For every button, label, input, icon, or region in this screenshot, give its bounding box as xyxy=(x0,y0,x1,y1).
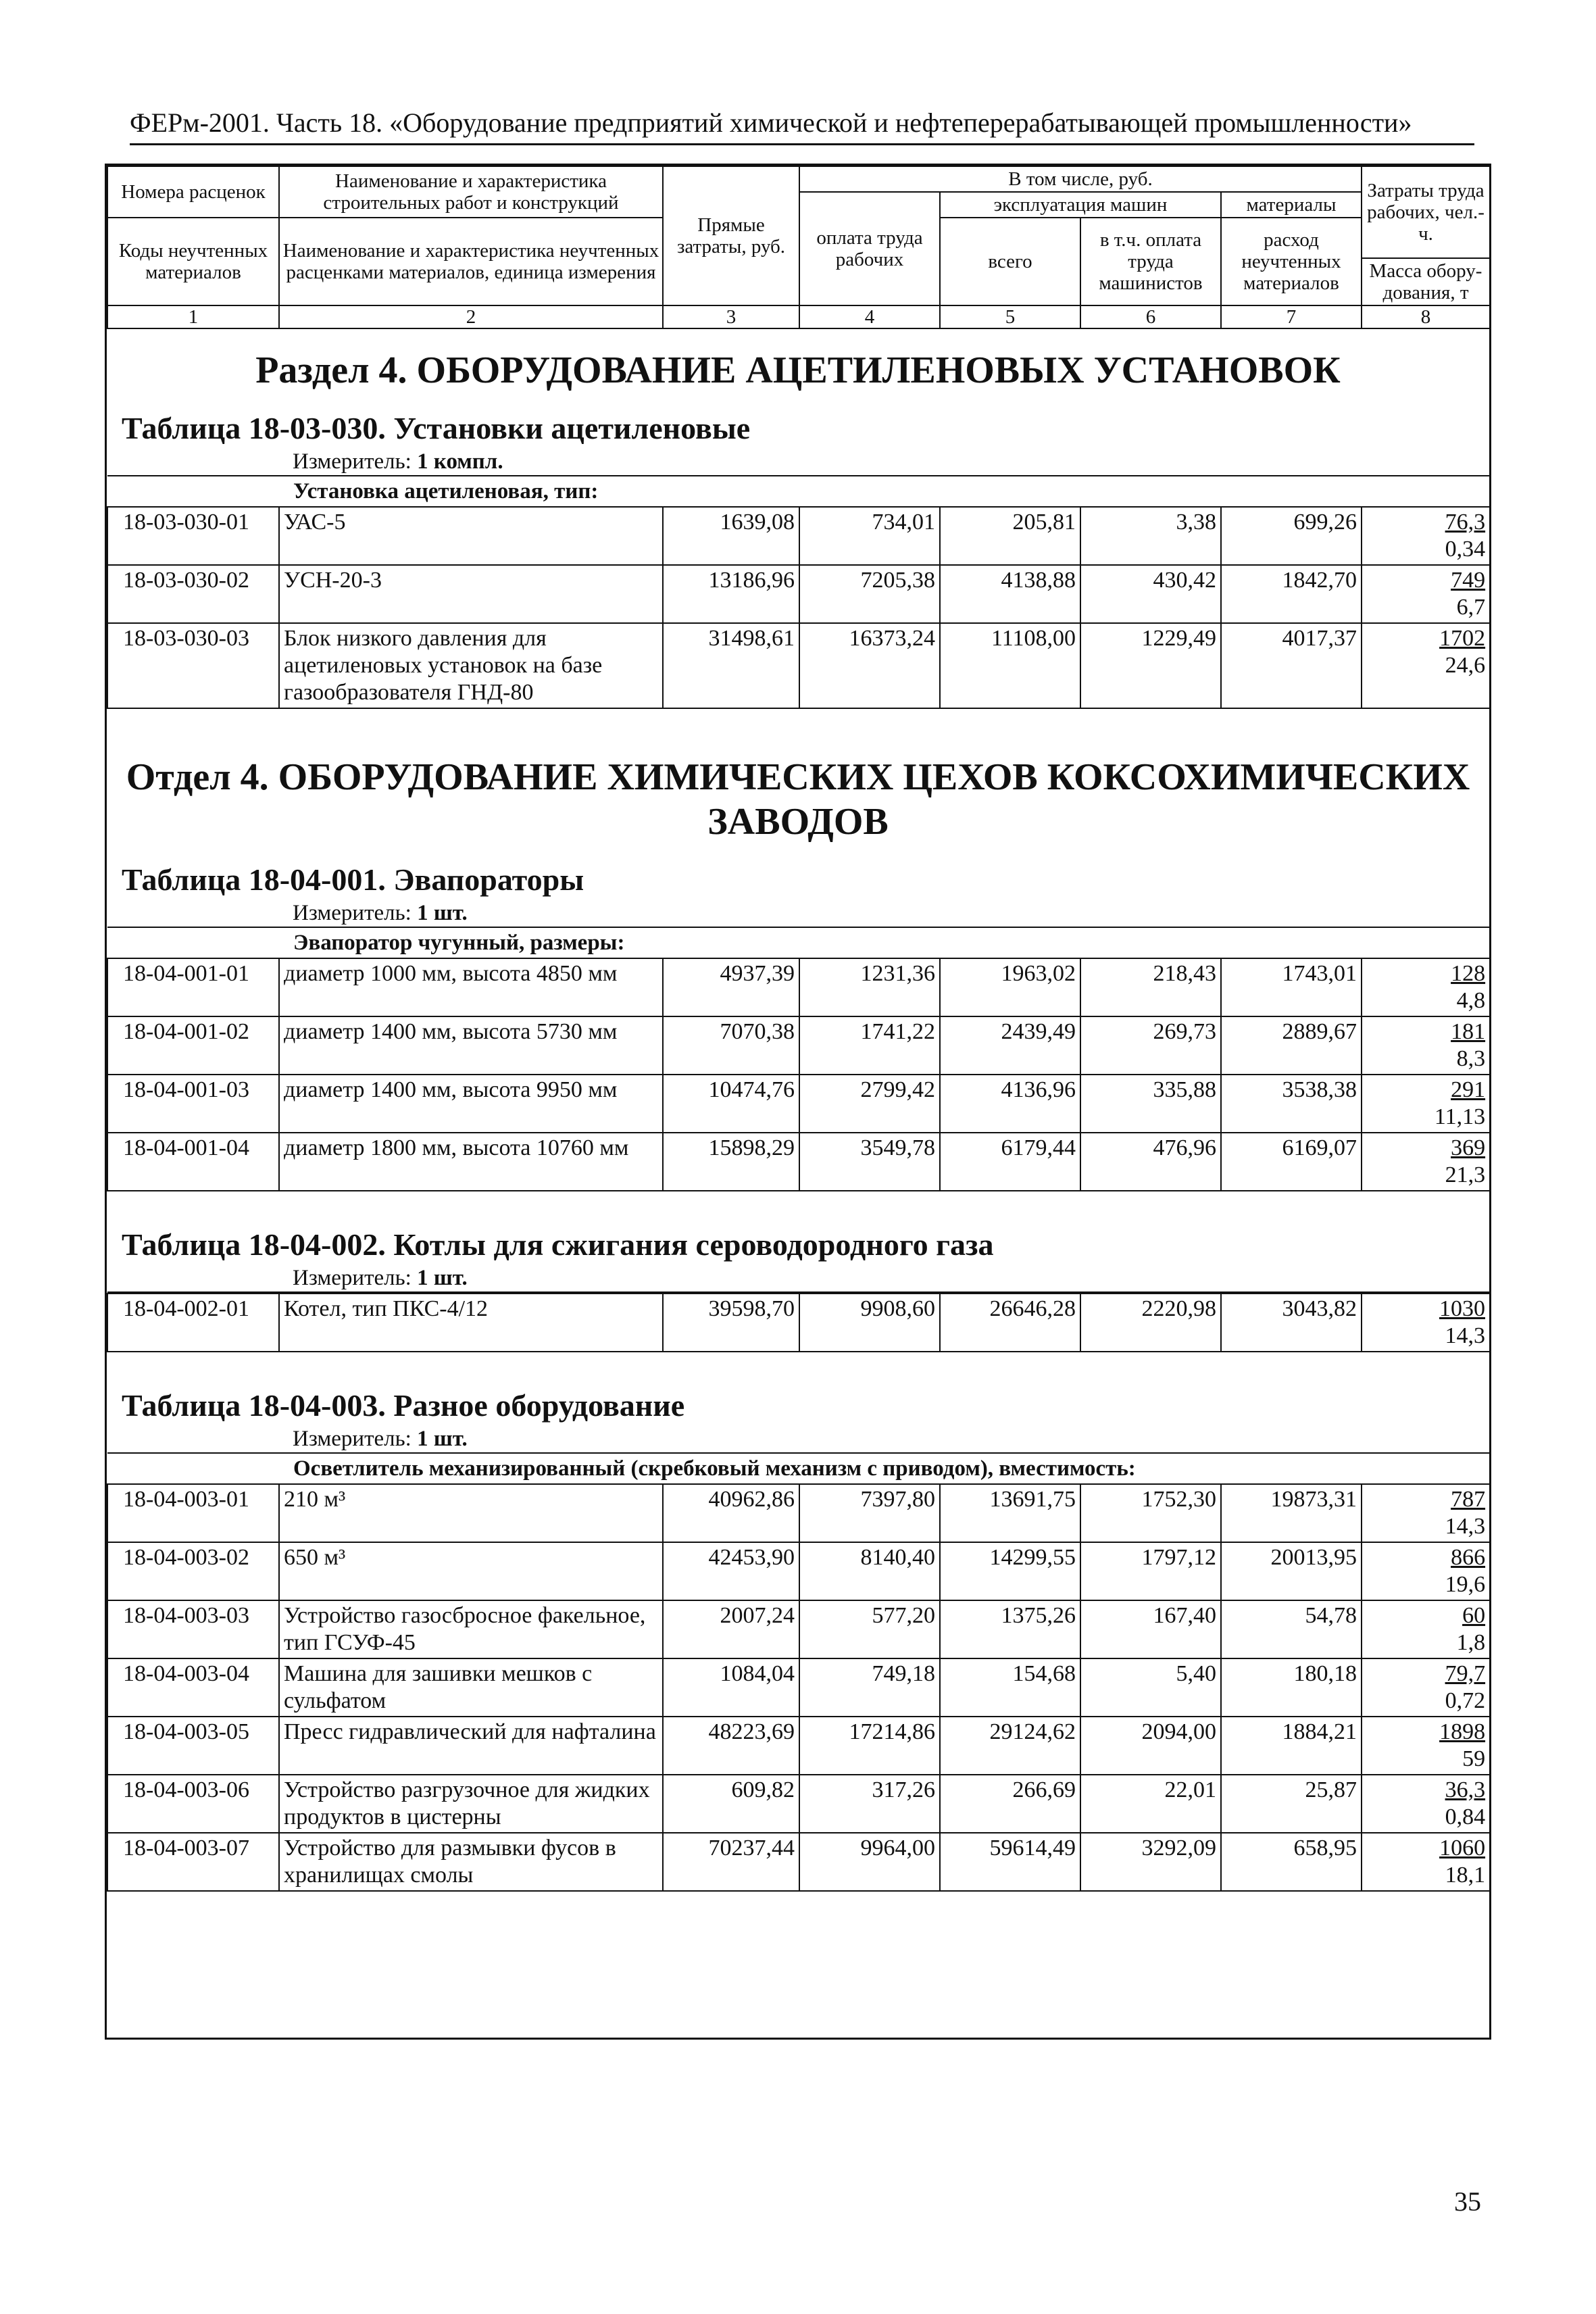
labor-value: 866 xyxy=(1451,1545,1486,1570)
value-c6: 3,38 xyxy=(1080,507,1221,565)
value-c5: 13691,75 xyxy=(940,1484,1080,1542)
meter-line xyxy=(107,900,1489,927)
value-c3: 13186,96 xyxy=(663,565,799,623)
mass-value: 11,13 xyxy=(1434,1104,1486,1129)
rate-name: Блок низкого давления для ацетиленовых установок на базе газообразователя ГНД-80 xyxy=(279,623,663,708)
rate-code: 18-03-030-03 xyxy=(107,623,279,708)
rate-name: диаметр 1000 мм, высота 4850 мм xyxy=(279,958,663,1016)
value-c6: 476,96 xyxy=(1080,1133,1221,1191)
col4-header: оплата труда рабочих xyxy=(799,192,940,305)
rate-code: 18-04-003-04 xyxy=(107,1658,279,1717)
colnum: 6 xyxy=(1080,305,1221,328)
value-c3: 2007,24 xyxy=(663,1600,799,1658)
meter-line xyxy=(107,1425,1489,1452)
labor-mass-cell xyxy=(1362,565,1490,623)
value-c4: 1231,36 xyxy=(799,958,940,1016)
rate-code: 18-03-030-02 xyxy=(107,565,279,623)
table-row xyxy=(107,507,1490,565)
table-title: Таблица 18-04-001. Эвапораторы xyxy=(122,862,584,897)
mass-value: 21,3 xyxy=(1445,1162,1486,1187)
meter-label: Измеритель: xyxy=(293,1266,412,1290)
value-c4: 9908,60 xyxy=(799,1294,940,1352)
table-row xyxy=(107,1484,1490,1542)
value-c7: 54,78 xyxy=(1221,1600,1362,1658)
value-c5: 1375,26 xyxy=(940,1600,1080,1658)
rate-code: 18-04-003-05 xyxy=(107,1717,279,1775)
value-c7: 20013,95 xyxy=(1221,1542,1362,1600)
type-row xyxy=(107,476,1490,507)
mass-value: 0,34 xyxy=(1445,537,1486,562)
value-c6: 3292,09 xyxy=(1080,1833,1221,1891)
spacer xyxy=(107,1191,1489,1218)
labor-mass-cell xyxy=(1362,958,1490,1016)
rate-name: Устройство для размывки фусов в хранилищах смолы xyxy=(279,1833,663,1891)
value-c6: 22,01 xyxy=(1080,1775,1221,1833)
rate-name: диаметр 1400 мм, высота 9950 мм xyxy=(279,1075,663,1133)
value-c4: 317,26 xyxy=(799,1775,940,1833)
value-c7: 3043,82 xyxy=(1221,1294,1362,1352)
spacer xyxy=(107,709,1489,736)
rate-name: Устройство газосбросное факельное, тип ГСУФ-45 xyxy=(279,1600,663,1658)
labor-value: 749 xyxy=(1451,568,1486,593)
meter-label: Измеритель: xyxy=(293,901,412,925)
value-c3: 1639,08 xyxy=(663,507,799,565)
value-c7: 6169,07 xyxy=(1221,1133,1362,1191)
labor-value: 369 xyxy=(1451,1135,1486,1160)
rate-code: 18-04-003-01 xyxy=(107,1484,279,1542)
table-row xyxy=(107,1775,1490,1833)
mass-value: 0,72 xyxy=(1445,1688,1486,1713)
value-c4: 2799,42 xyxy=(799,1075,940,1133)
value-c5: 11108,00 xyxy=(940,623,1080,708)
table-row xyxy=(107,1658,1490,1717)
col2-top: Наименование и характеристика строительных работ и конструкций xyxy=(279,166,663,218)
value-c6: 5,40 xyxy=(1080,1658,1221,1717)
col3-header: Прямые затраты, руб. xyxy=(663,166,799,305)
col1-bottom: Коды неучтенных материалов xyxy=(107,218,279,305)
rate-name: Устройство разгрузочное для жидких продуктов в цистерны xyxy=(279,1775,663,1833)
rate-name: Котел, тип ПКС-4/12 xyxy=(279,1294,663,1352)
value-c4: 17214,86 xyxy=(799,1717,940,1775)
rate-code: 18-04-001-02 xyxy=(107,1016,279,1075)
value-c6: 1752,30 xyxy=(1080,1484,1221,1542)
colnum: 8 xyxy=(1362,305,1490,328)
value-c4: 16373,24 xyxy=(799,623,940,708)
header-rule xyxy=(130,143,1474,145)
rate-name: Машина для зашивки мешков с сульфатом xyxy=(279,1658,663,1717)
labor-value: 787 xyxy=(1451,1487,1486,1512)
value-c3: 40962,86 xyxy=(663,1484,799,1542)
value-c6: 2220,98 xyxy=(1080,1294,1221,1352)
meter-value: 1 шт. xyxy=(417,901,468,925)
rate-code: 18-04-001-01 xyxy=(107,958,279,1016)
value-c6: 335,88 xyxy=(1080,1075,1221,1133)
value-c4: 749,18 xyxy=(799,1658,940,1717)
rates-table xyxy=(107,1291,1491,1352)
table-title: Таблица 18-04-002. Котлы для сжигания сероводородного газа xyxy=(122,1227,994,1262)
rates-table xyxy=(107,1452,1491,1892)
mass-value: 1,8 xyxy=(1456,1630,1486,1655)
mass-value: 4,8 xyxy=(1456,988,1486,1013)
labor-value: 36,3 xyxy=(1445,1777,1486,1802)
value-c4: 577,20 xyxy=(799,1600,940,1658)
table-title: Таблица 18-04-003. Разное оборудование xyxy=(122,1388,685,1423)
spacer xyxy=(107,1352,1489,1379)
labor-mass-cell xyxy=(1362,1600,1490,1658)
rate-code: 18-04-003-07 xyxy=(107,1833,279,1891)
value-c5: 4138,88 xyxy=(940,565,1080,623)
value-c7: 1884,21 xyxy=(1221,1717,1362,1775)
labor-value: 79,7 xyxy=(1445,1661,1486,1686)
value-c3: 48223,69 xyxy=(663,1717,799,1775)
labor-mass-cell xyxy=(1362,1016,1490,1075)
labor-mass-cell xyxy=(1362,1658,1490,1717)
table-row xyxy=(107,623,1490,708)
value-c4: 9964,00 xyxy=(799,1833,940,1891)
value-c7: 4017,37 xyxy=(1221,623,1362,708)
meter-line xyxy=(107,1264,1489,1291)
value-c4: 734,01 xyxy=(799,507,940,565)
machines-header: эксплуатация машин xyxy=(940,192,1221,218)
value-c7: 1743,01 xyxy=(1221,958,1362,1016)
value-c5: 4136,96 xyxy=(940,1075,1080,1133)
mass-value: 14,3 xyxy=(1445,1514,1486,1539)
colnum: 1 xyxy=(107,305,279,328)
value-c3: 4937,39 xyxy=(663,958,799,1016)
type-row xyxy=(107,927,1490,958)
labor-value: 60 xyxy=(1462,1603,1486,1628)
labor-mass-cell xyxy=(1362,507,1490,565)
value-c3: 70237,44 xyxy=(663,1833,799,1891)
meter-value: 1 шт. xyxy=(417,1266,468,1290)
value-c7: 699,26 xyxy=(1221,507,1362,565)
value-c4: 7397,80 xyxy=(799,1484,940,1542)
mass-value: 6,7 xyxy=(1456,595,1486,620)
rate-code: 18-04-003-06 xyxy=(107,1775,279,1833)
table-row xyxy=(107,1600,1490,1658)
col6-header: в т.ч. оплата труда машинистов xyxy=(1080,218,1221,305)
labor-mass-cell xyxy=(1362,1133,1490,1191)
rate-code: 18-03-030-01 xyxy=(107,507,279,565)
value-c4: 8140,40 xyxy=(799,1542,940,1600)
value-c4: 7205,38 xyxy=(799,565,940,623)
value-c3: 609,82 xyxy=(663,1775,799,1833)
col8-top: Затраты труда рабочих, чел.-ч. xyxy=(1362,166,1490,258)
value-c5: 2439,49 xyxy=(940,1016,1080,1075)
rate-name: диаметр 1800 мм, высота 10760 мм xyxy=(279,1133,663,1191)
column-header xyxy=(107,166,1491,329)
labor-mass-cell xyxy=(1362,1075,1490,1133)
value-c7: 19873,31 xyxy=(1221,1484,1362,1542)
document-body xyxy=(107,329,1489,1919)
rate-code: 18-04-002-01 xyxy=(107,1294,279,1352)
value-c5: 1963,02 xyxy=(940,958,1080,1016)
table-frame xyxy=(105,164,1491,2040)
col2-bottom: Наименование и характеристика неучтенных расценками материалов, единица измерения xyxy=(279,218,663,305)
meter-value: 1 компл. xyxy=(417,449,503,474)
labor-mass-cell xyxy=(1362,1542,1490,1600)
rate-code: 18-04-001-04 xyxy=(107,1133,279,1191)
value-c3: 42453,90 xyxy=(663,1542,799,1600)
table-row xyxy=(107,1542,1490,1600)
rate-name: УСН-20-3 xyxy=(279,565,663,623)
value-c7: 2889,67 xyxy=(1221,1016,1362,1075)
section-title: Раздел 4. ОБОРУДОВАНИЕ АЦЕТИЛЕНОВЫХ УСТАНОВОК xyxy=(255,349,1341,391)
mass-value: 14,3 xyxy=(1445,1323,1485,1348)
mass-value: 18,1 xyxy=(1445,1863,1486,1888)
col5-header: всего xyxy=(940,218,1080,305)
value-c5: 29124,62 xyxy=(940,1717,1080,1775)
table-row xyxy=(107,1294,1490,1352)
value-c6: 430,42 xyxy=(1080,565,1221,623)
value-c6: 1229,49 xyxy=(1080,623,1221,708)
rate-name: УАС-5 xyxy=(279,507,663,565)
table-row xyxy=(107,958,1490,1016)
value-c6: 167,40 xyxy=(1080,1600,1221,1658)
table-row xyxy=(107,1075,1490,1133)
mass-value: 24,6 xyxy=(1445,653,1486,678)
rate-name: 650 м³ xyxy=(279,1542,663,1600)
value-c6: 2094,00 xyxy=(1080,1717,1221,1775)
labor-value: 1030 xyxy=(1439,1296,1485,1321)
mass-value: 59 xyxy=(1462,1746,1486,1771)
labor-value: 291 xyxy=(1451,1077,1486,1102)
spacer xyxy=(107,1892,1489,1919)
type-row xyxy=(107,1453,1490,1484)
materials-header: материалы xyxy=(1221,192,1362,218)
labor-mass-cell xyxy=(1362,1717,1490,1775)
labor-mass-cell xyxy=(1362,623,1490,708)
meter-line xyxy=(107,448,1489,475)
meter-label: Измеритель: xyxy=(293,449,412,474)
incl-header: В том числе, руб. xyxy=(799,166,1362,192)
labor-value: 181 xyxy=(1451,1019,1486,1044)
page-number: 35 xyxy=(1454,2186,1481,2217)
labor-value: 1060 xyxy=(1439,1836,1486,1861)
value-c5: 154,68 xyxy=(940,1658,1080,1717)
mass-value: 8,3 xyxy=(1456,1046,1486,1071)
rates-table xyxy=(107,927,1491,1191)
rate-code: 18-04-003-02 xyxy=(107,1542,279,1600)
page-header: ФЕРм-2001. Часть 18. «Оборудование предприятий химической и нефтеперерабатывающей промышленности» xyxy=(130,107,1412,138)
table-row xyxy=(107,1717,1490,1775)
colnum: 7 xyxy=(1221,305,1362,328)
colnum: 2 xyxy=(279,305,663,328)
column-numbers xyxy=(107,305,1490,328)
value-c7: 1842,70 xyxy=(1221,565,1362,623)
value-c3: 10474,76 xyxy=(663,1075,799,1133)
value-c6: 1797,12 xyxy=(1080,1542,1221,1600)
table-row xyxy=(107,1133,1490,1191)
value-c5: 26646,28 xyxy=(940,1294,1080,1352)
col1-top: Номера расценок xyxy=(107,166,279,218)
rate-code: 18-04-001-03 xyxy=(107,1075,279,1133)
value-c7: 25,87 xyxy=(1221,1775,1362,1833)
table-row xyxy=(107,565,1490,623)
value-c3: 7070,38 xyxy=(663,1016,799,1075)
table-row xyxy=(107,1016,1490,1075)
mass-value: 0,84 xyxy=(1445,1804,1486,1829)
labor-mass-cell xyxy=(1362,1833,1490,1891)
value-c5: 266,69 xyxy=(940,1775,1080,1833)
value-c3: 39598,70 xyxy=(663,1294,799,1352)
type-label: Осветлитель механизированный (скребковый механизм с приводом), вместимость: xyxy=(107,1453,1490,1484)
meter-label: Измеритель: xyxy=(293,1427,412,1451)
value-c3: 1084,04 xyxy=(663,1658,799,1717)
value-c5: 14299,55 xyxy=(940,1542,1080,1600)
rate-name: диаметр 1400 мм, высота 5730 мм xyxy=(279,1016,663,1075)
rates-table xyxy=(107,475,1491,709)
value-c5: 59614,49 xyxy=(940,1833,1080,1891)
value-c6: 218,43 xyxy=(1080,958,1221,1016)
col7-header: расход неучтенных материалов xyxy=(1221,218,1362,305)
value-c7: 180,18 xyxy=(1221,1658,1362,1717)
type-label: Эвапоратор чугунный, размеры: xyxy=(107,927,1490,958)
col8-bottom: Масса обору-дования, т xyxy=(1362,258,1490,305)
value-c7: 658,95 xyxy=(1221,1833,1362,1891)
rate-code: 18-04-003-03 xyxy=(107,1600,279,1658)
mass-value: 19,6 xyxy=(1445,1572,1486,1597)
rate-name: 210 м³ xyxy=(279,1484,663,1542)
value-c3: 15898,29 xyxy=(663,1133,799,1191)
value-c3: 31498,61 xyxy=(663,623,799,708)
colnum: 4 xyxy=(799,305,940,328)
rate-name: Пресс гидравлический для нафталина xyxy=(279,1717,663,1775)
table-row xyxy=(107,1833,1490,1891)
labor-value: 1702 xyxy=(1439,626,1486,651)
section-title: Отдел 4. ОБОРУДОВАНИЕ ХИМИЧЕСКИХ ЦЕХОВ КОКСОХИМИЧЕСКИХ ЗАВОДОВ xyxy=(126,756,1470,843)
labor-value: 128 xyxy=(1451,961,1486,986)
labor-value: 1898 xyxy=(1439,1719,1486,1744)
value-c6: 269,73 xyxy=(1080,1016,1221,1075)
value-c5: 6179,44 xyxy=(940,1133,1080,1191)
value-c7: 3538,38 xyxy=(1221,1075,1362,1133)
table-title: Таблица 18-03-030. Установки ацетиленовые xyxy=(122,411,751,445)
labor-value: 76,3 xyxy=(1445,510,1486,535)
type-label: Установка ацетиленовая, тип: xyxy=(107,476,1490,507)
value-c4: 1741,22 xyxy=(799,1016,940,1075)
meter-value: 1 шт. xyxy=(417,1427,468,1451)
value-c5: 205,81 xyxy=(940,507,1080,565)
labor-mass-cell xyxy=(1362,1775,1490,1833)
value-c4: 3549,78 xyxy=(799,1133,940,1191)
colnum: 3 xyxy=(663,305,799,328)
colnum: 5 xyxy=(940,305,1080,328)
labor-mass-cell xyxy=(1362,1294,1490,1352)
labor-mass-cell xyxy=(1362,1484,1490,1542)
